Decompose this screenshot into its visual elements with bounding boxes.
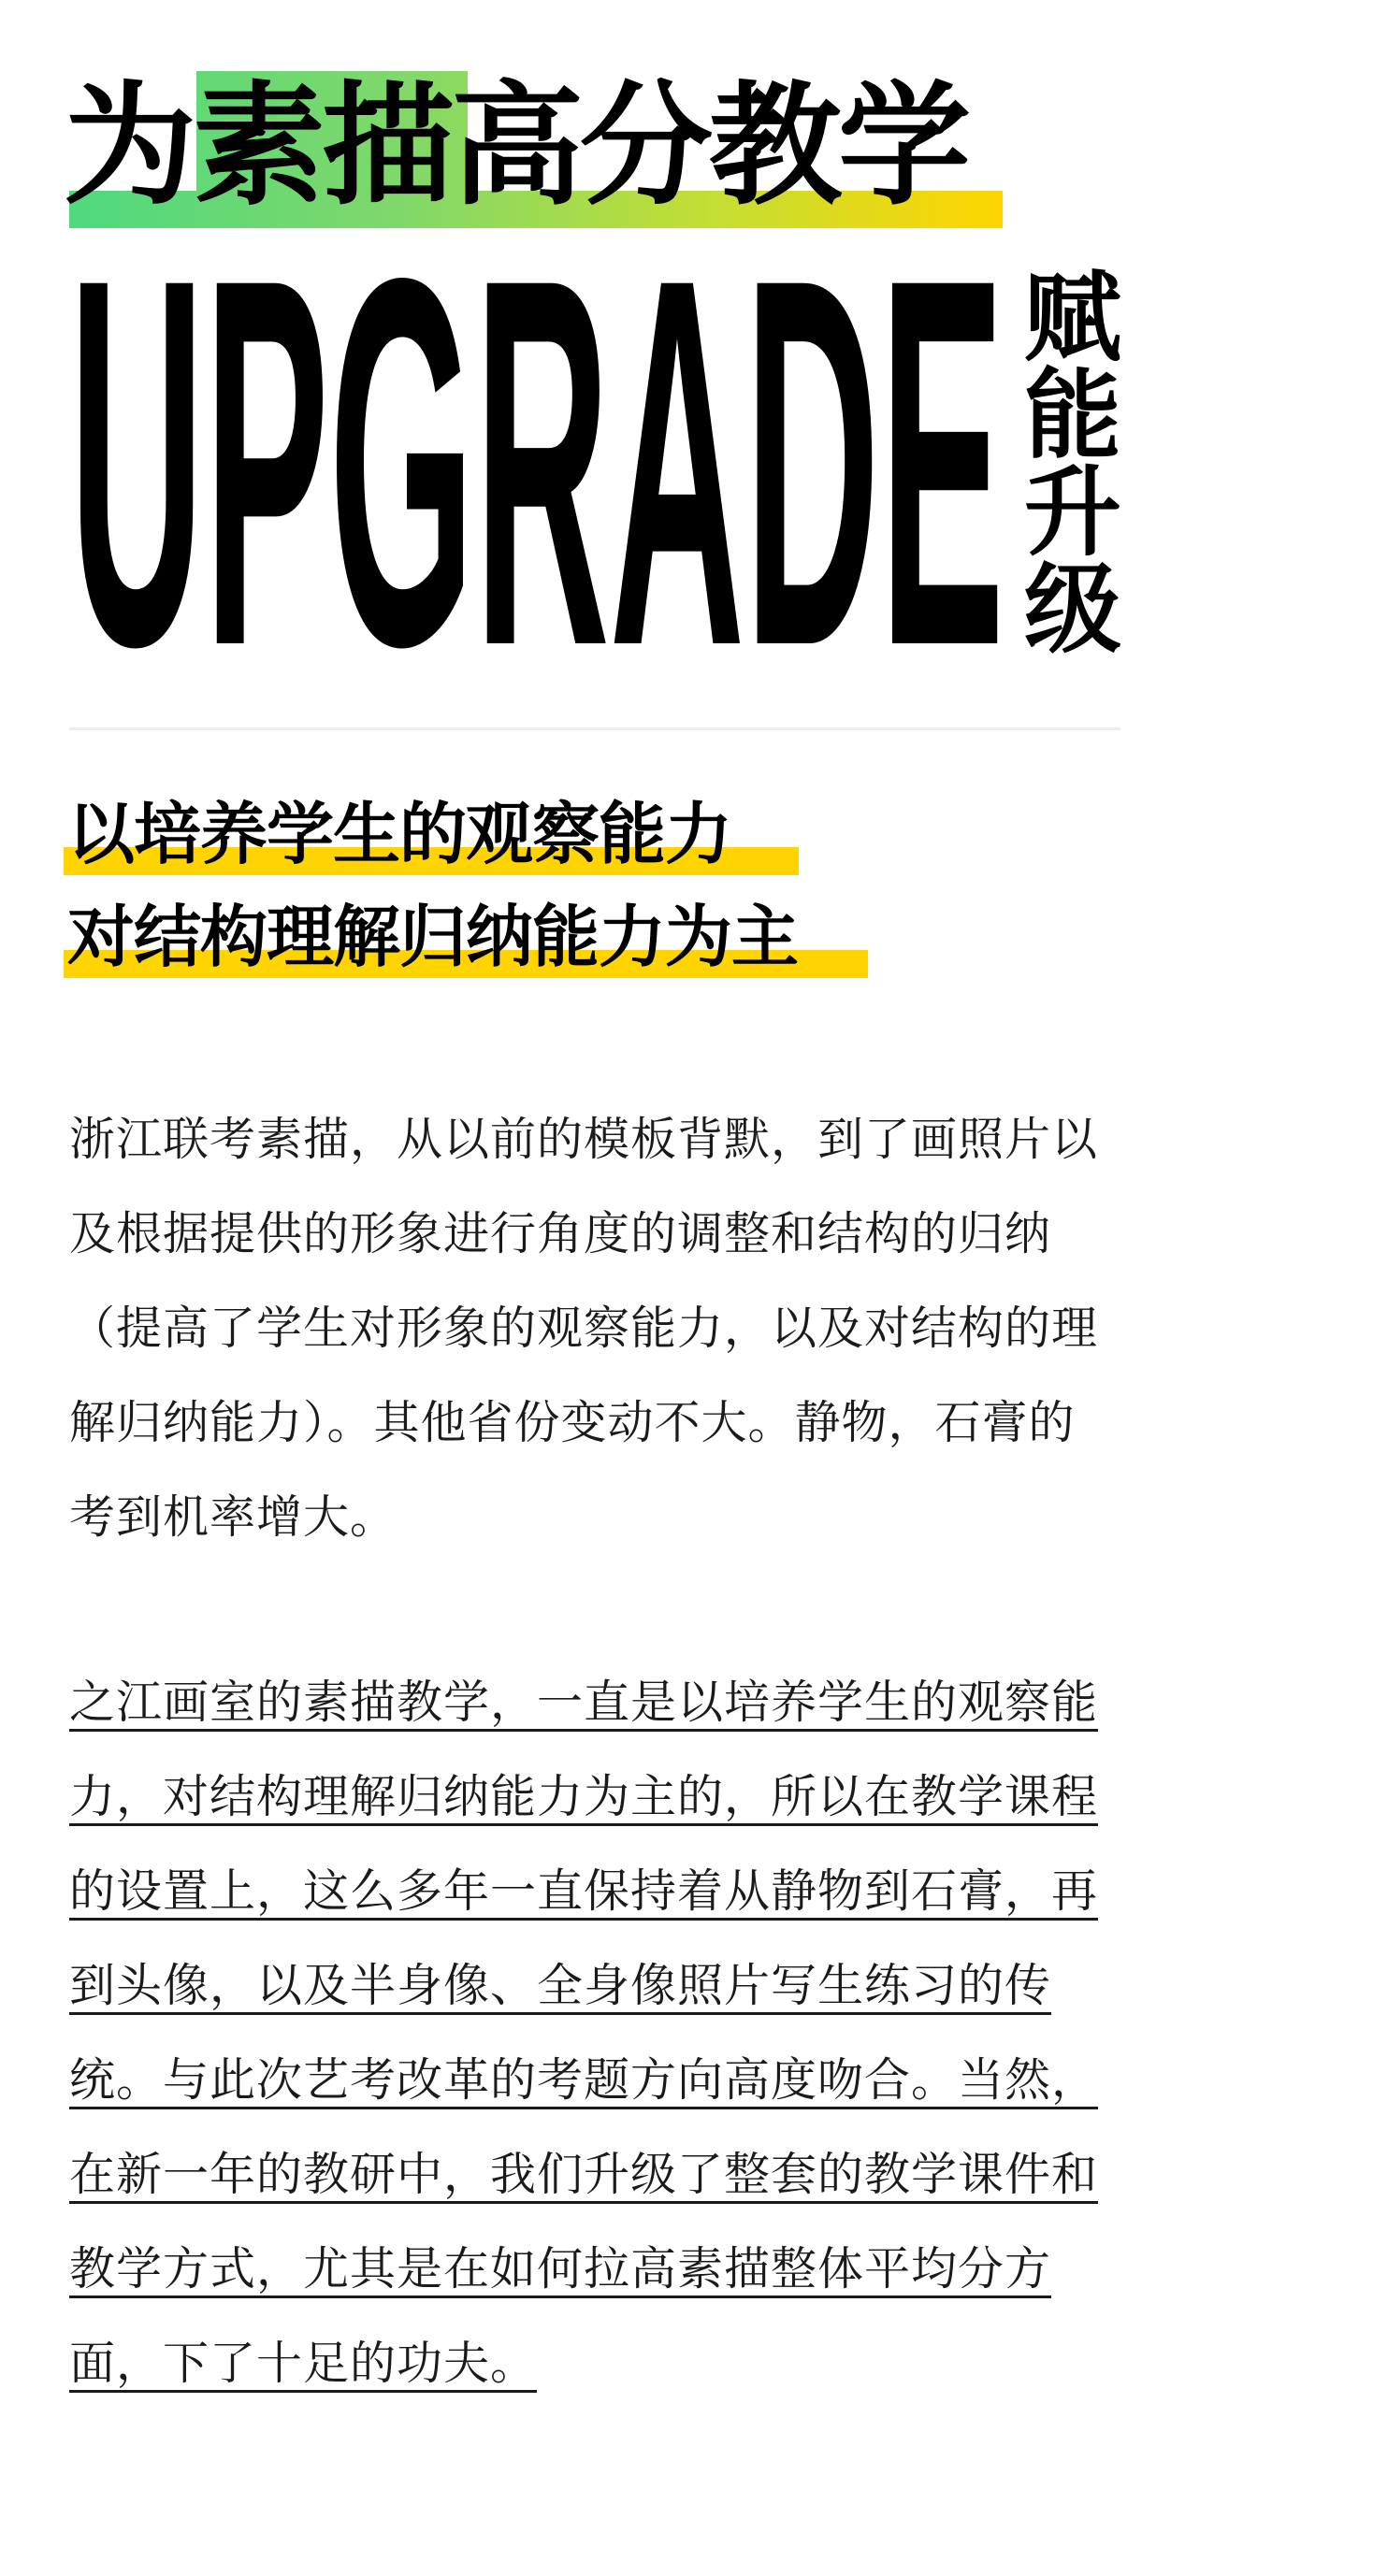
side-char: 级	[1023, 553, 1121, 667]
side-vertical-label	[1021, 261, 1124, 667]
subtitle-line-1	[64, 793, 731, 875]
body-paragraph-2: 之江画室的素描教学，一直是以培养学生的观察能力，对结构理解归纳能力为主的，所以在教学课程的设置上，这么多年一直保持着从静物到石膏，再到头像，以及半身像、全身像照片写生练习的传统。与此次艺考改革的考题方向高度吻合。当然，在新一年的教研中，我们升级了整套的教学课件和教学方式，尤其是在如何拉高素描整体平均分方面，下了十足的功夫。	[69, 1676, 1099, 2390]
section-divider	[69, 727, 1120, 730]
upgrade-text: UPGRADE	[69, 262, 1004, 673]
subtitle-text: 对结构理解归纳能力为主	[67, 898, 799, 976]
upgrade-wordmark	[69, 262, 1004, 673]
page-title: 为素描高分教学	[64, 69, 967, 223]
body-paragraph-1: 浙江联考素描，从以前的模板背默，到了画照片以及根据提供的形象进行角度的调整和结构的归纳（提高了学生对形象的观察能力，以及对结构的理解归纳能力）。其他省份变动不大。静物，石膏的考到机率增大。	[69, 1113, 1099, 1544]
subtitle-text: 以培养学生的观察能力	[67, 795, 732, 873]
side-char: 赋	[1023, 261, 1121, 375]
side-char: 能	[1023, 358, 1121, 472]
subtitle-line-2	[64, 896, 798, 978]
side-char: 升	[1023, 455, 1121, 569]
